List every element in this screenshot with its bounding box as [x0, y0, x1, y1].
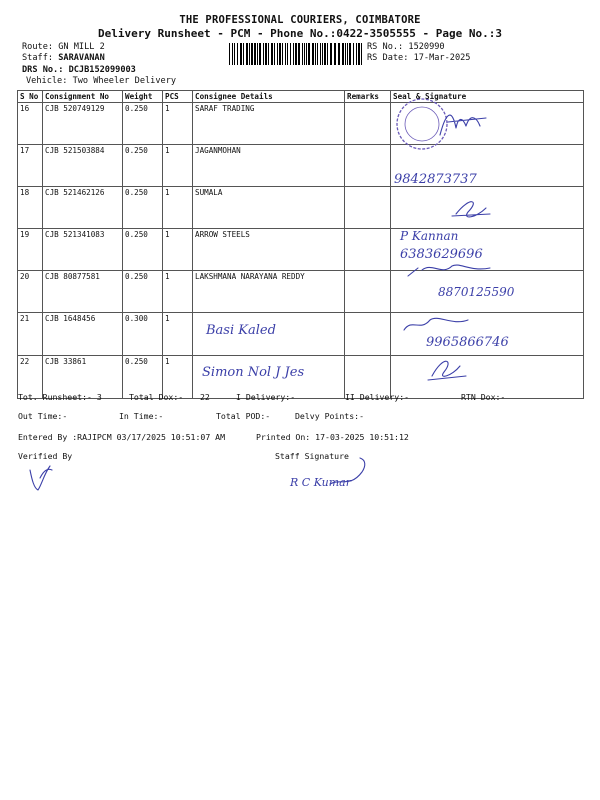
tot-runsheet: Tot. Runsheet:- 3 — [18, 392, 102, 402]
cell-sno: 22 — [18, 356, 43, 399]
cell-weight: 0.250 — [123, 145, 163, 187]
cell-consignee — [193, 313, 345, 356]
handwritten-name-row22: Simon Nol J Jes — [202, 365, 305, 380]
cell-remarks — [345, 187, 391, 229]
total-dox-label: Total Dox:- — [129, 392, 184, 402]
col-remarks: Remarks — [345, 91, 391, 103]
handwritten-phone-row17: 9842873737 — [394, 172, 477, 187]
rs-number: RS No.: 1520990 — [367, 42, 445, 52]
cell-weight: 0.300 — [123, 313, 163, 356]
cell-consignee: JAGANMOHAN — [193, 145, 345, 187]
i-delivery: I Delivery:- — [236, 392, 296, 402]
drs-line — [22, 65, 136, 76]
cell-signature — [391, 313, 584, 356]
handwritten-phone-row20: 8870125590 — [438, 285, 515, 299]
cell-remarks — [345, 103, 391, 145]
cell-consignment: CJB 1648456 — [43, 313, 123, 356]
cell-signature — [391, 103, 584, 145]
cell-consignee: ARROW STEELS — [193, 229, 345, 271]
table-row — [18, 313, 584, 356]
cell-consignment: CJB 521341083 — [43, 229, 123, 271]
total-dox-value: 22 — [200, 392, 210, 402]
entered-by: Entered By :RAJIPCM 03/17/2025 10:51:07 AM — [18, 432, 226, 442]
delvy-points: Delvy Points:- — [295, 411, 365, 421]
col-consignment: Consignment No — [43, 91, 123, 103]
table-row — [18, 187, 584, 229]
runsheet-subtitle: Delivery Runsheet - PCM - Phone No.:0422-3505555 - Page No.:3 — [98, 27, 502, 40]
table-row — [18, 229, 584, 271]
vehicle-label: Vehicle: Two Wheeler Delivery — [26, 76, 177, 86]
cell-sno: 20 — [18, 271, 43, 313]
cell-weight: 0.250 — [123, 356, 163, 399]
total-pod: Total POD:- — [216, 411, 271, 421]
company-title: THE PROFESSIONAL COURIERS, COIMBATORE — [179, 14, 421, 26]
cell-pcs: 1 — [163, 313, 193, 356]
barcode-image — [229, 43, 363, 65]
staff-signature-handwriting: R C Kumar — [290, 476, 351, 489]
runsheet-table — [17, 90, 584, 399]
staff-signature-flourish-icon — [330, 458, 365, 484]
handwritten-phone-row19: 6383629696 — [400, 247, 483, 262]
col-sno: S No — [18, 91, 43, 103]
out-time: Out Time:- — [18, 411, 68, 421]
cell-pcs: 1 — [163, 145, 193, 187]
drs-number: DCJB152099003 — [68, 65, 136, 75]
printed-on: Printed On: 17-03-2025 10:51:12 — [256, 432, 409, 442]
col-weight: Weight — [123, 91, 163, 103]
verified-signature-icon — [30, 466, 52, 490]
rs-date: RS Date: 17-Mar-2025 — [367, 53, 471, 63]
cell-remarks — [345, 145, 391, 187]
cell-consignee: SARAF TRADING — [193, 103, 345, 145]
cell-consignment: CJB 520749129 — [43, 103, 123, 145]
cell-remarks — [345, 271, 391, 313]
staff-signature-label: Staff Signature — [275, 451, 349, 461]
staff-line — [22, 53, 105, 64]
col-consignee: Consignee Details — [193, 91, 345, 103]
cell-sno: 21 — [18, 313, 43, 356]
drs-label: DRS No.: — [22, 65, 69, 75]
handwritten-name-row19: P Kannan — [400, 229, 459, 243]
cell-consignment: CJB 80877581 — [43, 271, 123, 313]
cell-sno: 18 — [18, 187, 43, 229]
table-header-row — [18, 91, 584, 103]
table-row — [18, 145, 584, 187]
cell-signature — [391, 187, 584, 229]
cell-pcs: 1 — [163, 187, 193, 229]
cell-consignment: CJB 33861 — [43, 356, 123, 399]
cell-sno: 16 — [18, 103, 43, 145]
cell-consignment: CJB 521462126 — [43, 187, 123, 229]
cell-consignment: CJB 521503884 — [43, 145, 123, 187]
staff-label: Staff: — [22, 53, 59, 63]
cell-weight: 0.250 — [123, 187, 163, 229]
cell-sno: 19 — [18, 229, 43, 271]
cell-signature — [391, 229, 584, 271]
cell-signature — [391, 271, 584, 313]
handwritten-phone-row21: 9965866746 — [426, 335, 509, 350]
cell-remarks — [345, 313, 391, 356]
in-time: In Time:- — [119, 411, 164, 421]
cell-pcs: 1 — [163, 271, 193, 313]
col-seal-signature: Seal & Signature — [391, 91, 584, 103]
ii-delivery: II Delivery:- — [345, 392, 410, 402]
cell-weight: 0.250 — [123, 271, 163, 313]
cell-consignee: SUMALA — [193, 187, 345, 229]
cell-consignee: LAKSHMANA NARAYANA REDDY — [193, 271, 345, 313]
col-pcs: PCS — [163, 91, 193, 103]
route-label: Route: GN MILL 2 — [22, 42, 105, 52]
handwritten-name-row21: Basi Kaled — [206, 323, 276, 338]
rtn-dox: RTN Dox:- — [461, 392, 506, 402]
cell-remarks — [345, 229, 391, 271]
cell-pcs: 1 — [163, 103, 193, 145]
staff-name: SARAVANAN — [58, 53, 105, 63]
verified-by: Verified By — [18, 451, 73, 461]
cell-sno: 17 — [18, 145, 43, 187]
cell-pcs: 1 — [163, 356, 193, 399]
table-row — [18, 103, 584, 145]
cell-pcs: 1 — [163, 229, 193, 271]
cell-weight: 0.250 — [123, 229, 163, 271]
table-row — [18, 271, 584, 313]
cell-signature — [391, 145, 584, 187]
cell-weight: 0.250 — [123, 103, 163, 145]
